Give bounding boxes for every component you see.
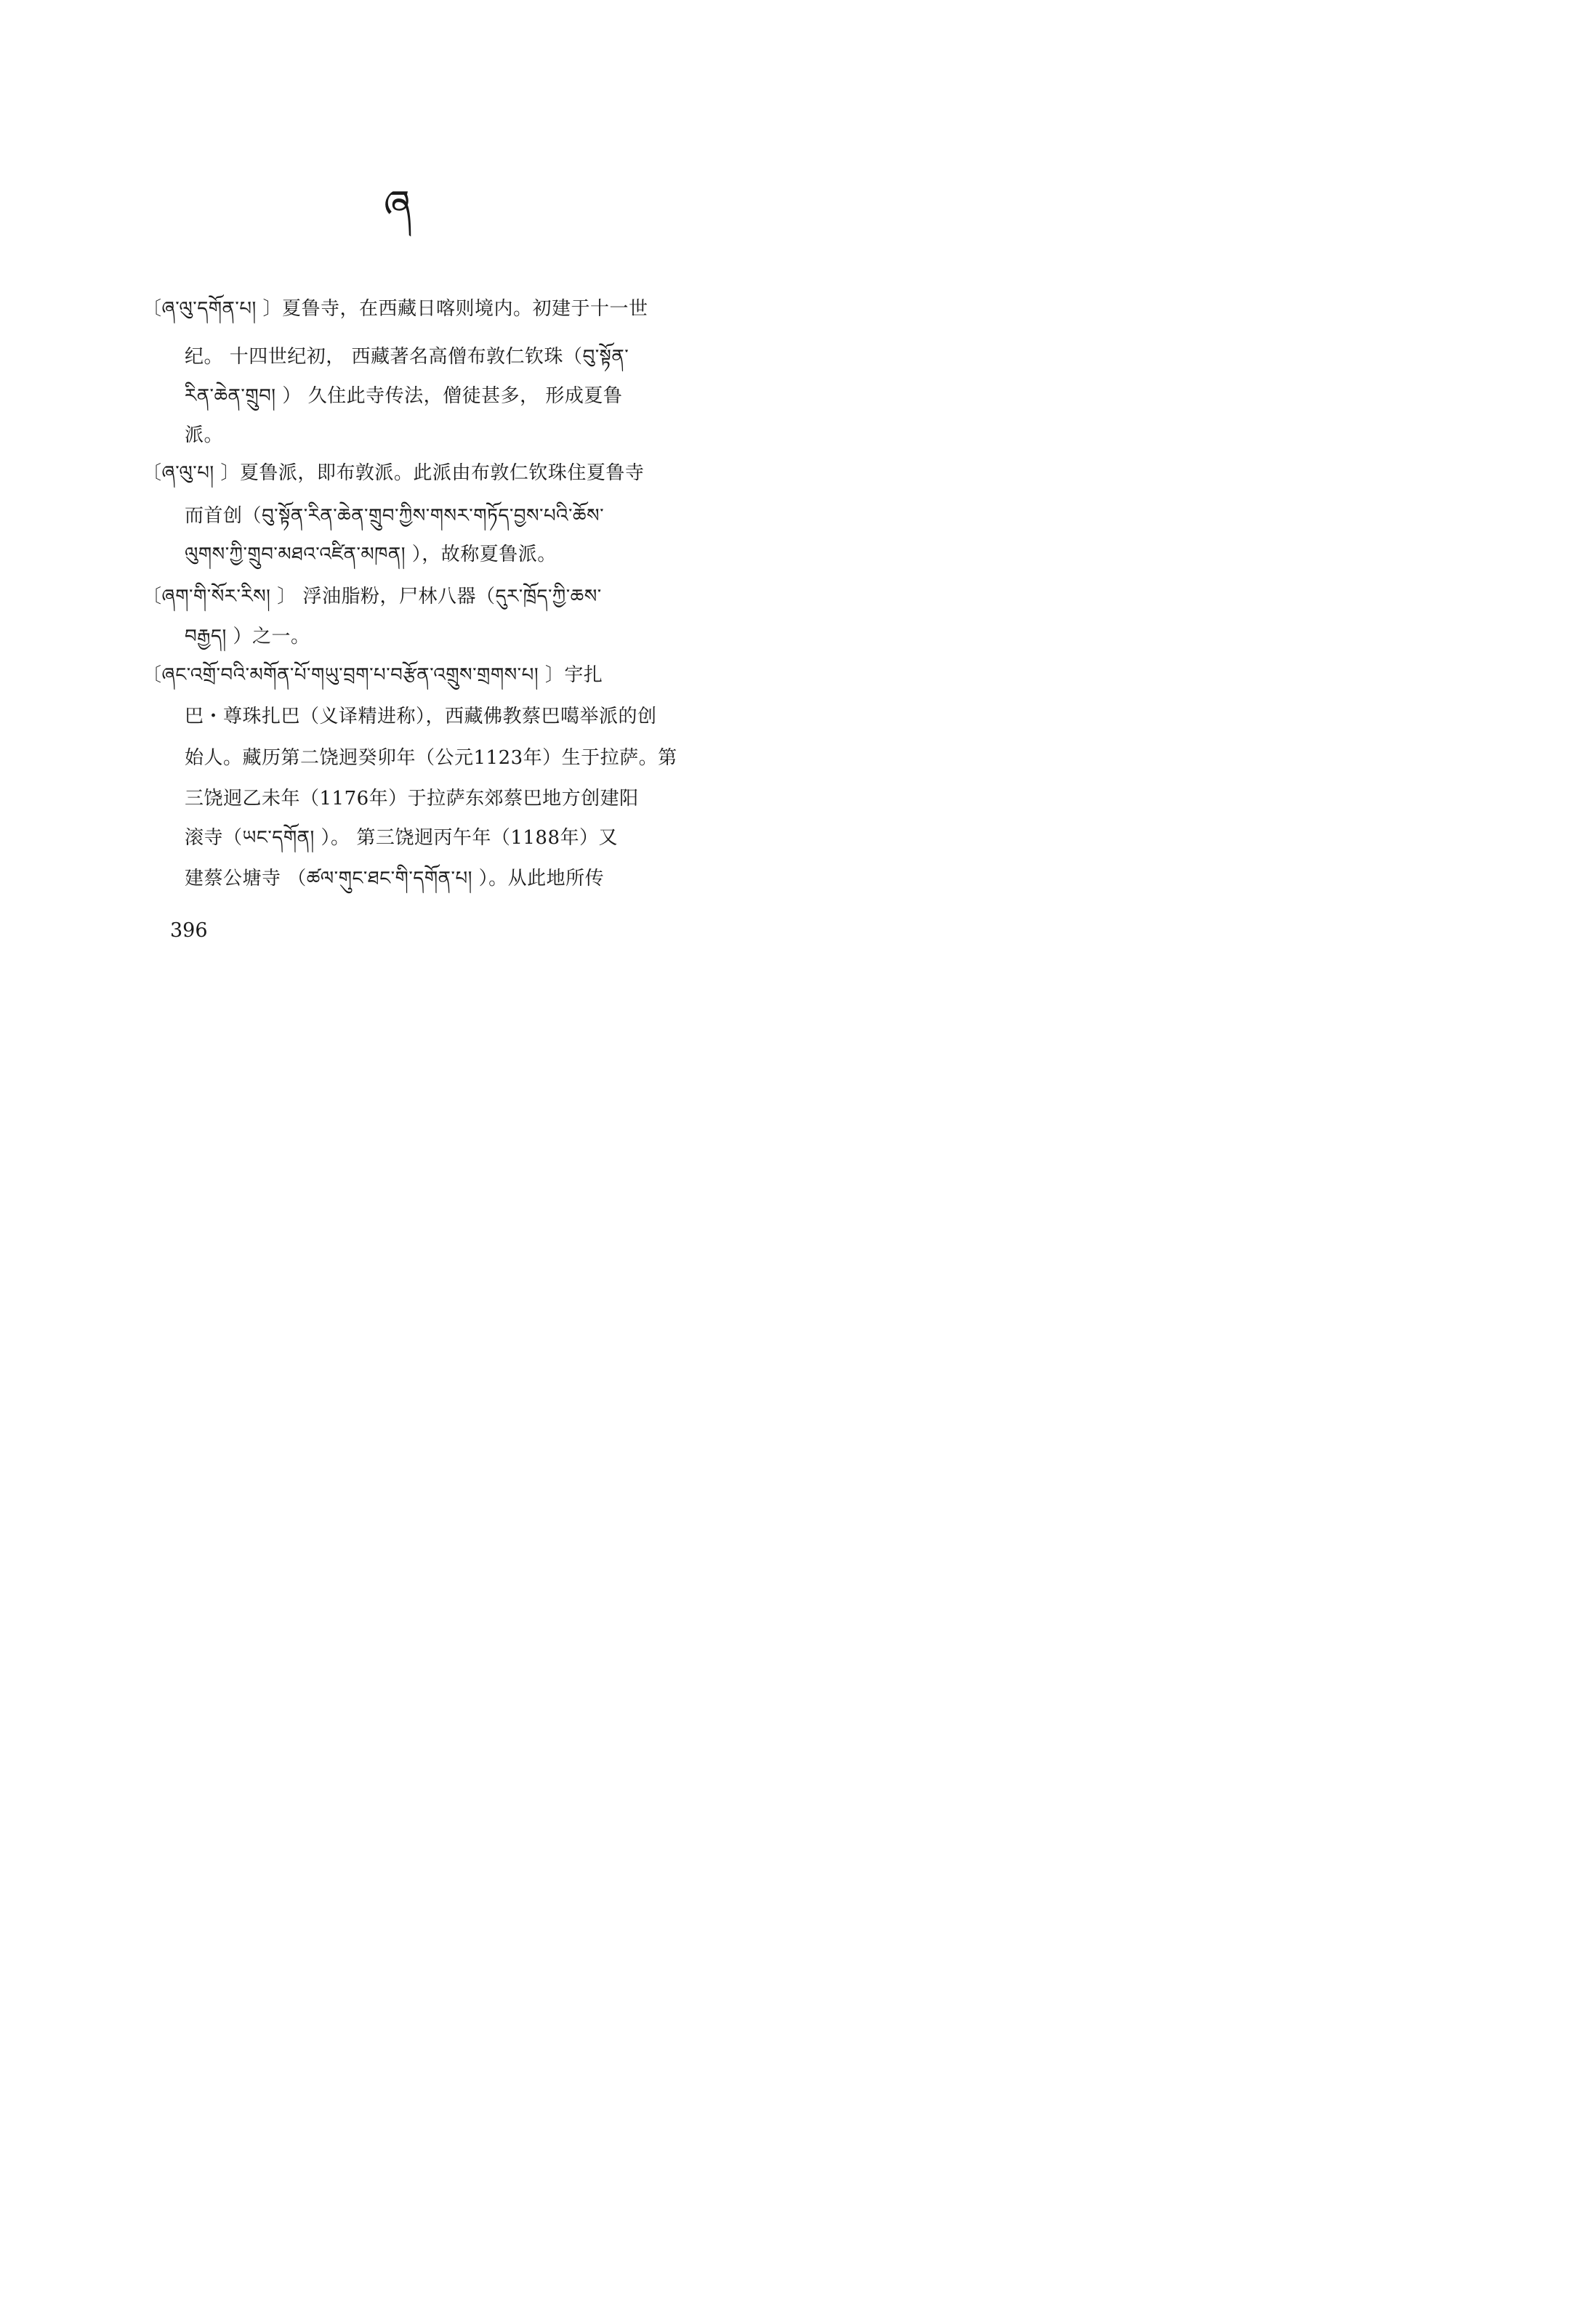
entry-line: 滚寺（ཡང་དགོན། ）。 第三饶迥丙午年（1188年）又 (185, 827, 618, 849)
entry-line: 纪。 十四世纪初， 西藏著名高僧布敦仁钦珠（བུ་སྟོན་ (185, 346, 629, 368)
entry-line: 〔ཞ་ལུ་པ། 〕夏鲁派，即布敦派。此派由布敦仁钦珠住夏鲁寺 (142, 462, 645, 484)
entry-line: 〔ཞང་འགྲོ་བའི་མགོན་པོ་གཡུ་བྲག་པ་བརྩོན་འགྲུས་གྲགས་པ། 〕宇扎 (142, 664, 603, 686)
entry-line: 而首创（བུ་སྟོན་རིན་ཆེན་གྲུབ་ཀྱིས་གསར་གཏོད་བྱས་པའི་ཆོས་ (185, 505, 605, 527)
document-page (0, 0, 765, 1126)
entry-line: 巴・尊珠扎巴（义译精进称），西藏佛教蔡巴噶举派的创 (185, 706, 657, 727)
section-heading: ཞ (384, 182, 411, 227)
entry-line: 始人。藏历第二饶迥癸卯年（公元1123年）生于拉萨。第 (185, 747, 677, 769)
entry-line: བརྒྱད། ）之一。 (185, 626, 310, 647)
entry-line: 〔ཞ་ལུ་དགོན་པ། 〕夏鲁寺，在西藏日喀则境内。初建于十一世 (142, 298, 648, 320)
entry-line: 建蔡公塘寺 （ཚལ་གུང་ཐང་གི་དགོན་པ། ）。从此地所传 (185, 868, 605, 889)
entry-line: རིན་ཆེན་གྲུབ། ） 久住此寺传法，僧徒甚多， 形成夏鲁 (185, 385, 623, 407)
entry-line: 〔ཞག་གི་སོར་རིས། 〕 浮油脂粉，尸林八器（དུར་ཁྲོད་ཀྱི་ཆས་ (142, 586, 602, 608)
entry-line: 派。 (185, 424, 224, 446)
entry-line: ལུགས་ཀྱི་གྲུབ་མཐའ་འཛིན་མཁན། ），故称夏鲁派。 (185, 544, 557, 565)
entry-line: 三饶迥乙未年（1176年）于拉萨东郊蔡巴地方创建阳 (185, 788, 639, 810)
page-number: 396 (170, 919, 208, 942)
